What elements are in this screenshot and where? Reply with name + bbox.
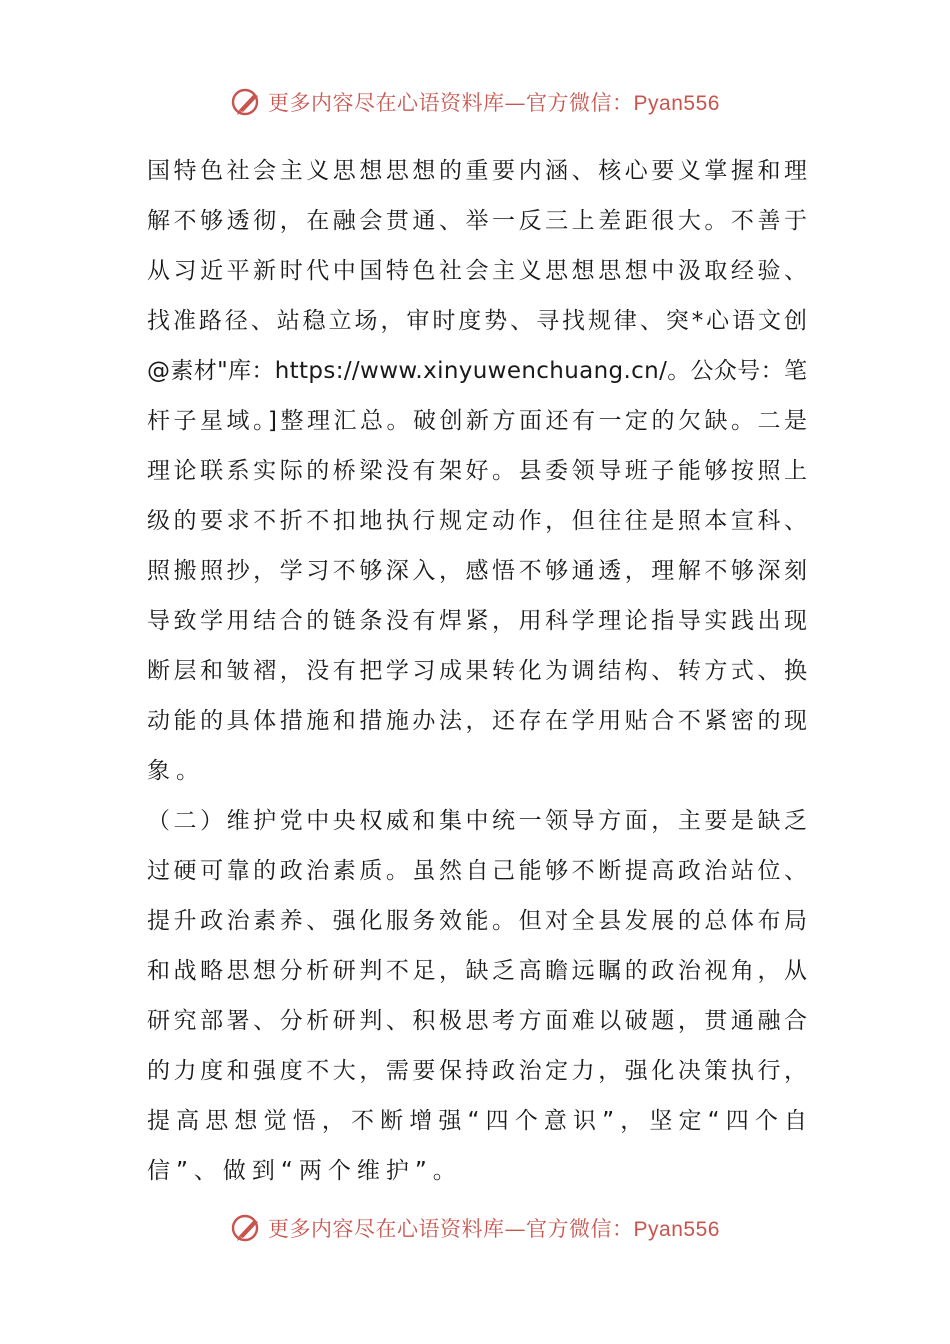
text-line: 象。	[147, 758, 205, 784]
text-line: 动能的具体措施和措施办法，还存在学用贴合不紧密的现	[147, 708, 811, 734]
text-line: 的力度和强度不大，需要保持政治定力，强化决策执行，	[147, 1058, 811, 1084]
text-line: 国特色社会主义思想思想的重要内涵、核心要义掌握和理	[147, 158, 811, 184]
watermark-text: 更多内容尽在心语资料库—官方微信：Pyan556	[268, 1217, 720, 1241]
text-line: 从习近平新时代中国特色社会主义思想思想中汲取经验、	[147, 258, 811, 284]
text-line: @素材"库：https://www.xinyuwenchuang.cn/。公众号：笔	[147, 358, 808, 384]
watermark-header	[0, 82, 950, 122]
pen-circle-logo-icon	[230, 1211, 264, 1245]
text-line: 导致学用结合的链条没有焊紧，用科学理论指导实践出现	[147, 608, 811, 634]
text-line: 研究部署、分析研判、积极思考方面难以破题，贯通融合	[147, 1008, 811, 1034]
text-line: 杆子星域。]整理汇总。破创新方面还有一定的欠缺。二是	[147, 408, 811, 434]
document-body	[147, 146, 814, 1196]
text-line: 照搬照抄，学习不够深入，感悟不够通透，理解不够深刻	[147, 558, 811, 584]
pen-circle-logo-icon	[230, 85, 264, 119]
text-line: 级的要求不折不扣地执行规定动作，但往往是照本宣科、	[147, 508, 811, 534]
text-line: 和战略思想分析研判不足，缺乏高瞻远瞩的政治视角，从	[147, 958, 811, 984]
text-line: 过硬可靠的政治素质。虽然自己能够不断提高政治站位、	[147, 858, 811, 884]
text-line: 提高思想觉悟，不断增强“四个意识”，坚定“四个自	[147, 1108, 814, 1134]
text-line: （二）维护党中央权威和集中统一领导方面，主要是缺乏	[147, 808, 811, 834]
text-line: 信”、做到“两个维护”。	[147, 1158, 462, 1184]
text-line: 提升政治素养、强化服务效能。但对全县发展的总体布局	[147, 908, 811, 934]
watermark-text: 更多内容尽在心语资料库—官方微信：Pyan556	[268, 91, 720, 115]
text-line: 理论联系实际的桥梁没有架好。县委领导班子能够按照上	[147, 458, 811, 484]
text-line: 找准路径、站稳立场，审时度势、寻找规律、突*心语文创	[147, 308, 810, 334]
text-line: 解不够透彻，在融会贯通、举一反三上差距很大。不善于	[147, 208, 811, 234]
watermark-footer	[0, 1208, 950, 1248]
text-line: 断层和皱褶，没有把学习成果转化为调结构、转方式、换	[147, 658, 811, 684]
